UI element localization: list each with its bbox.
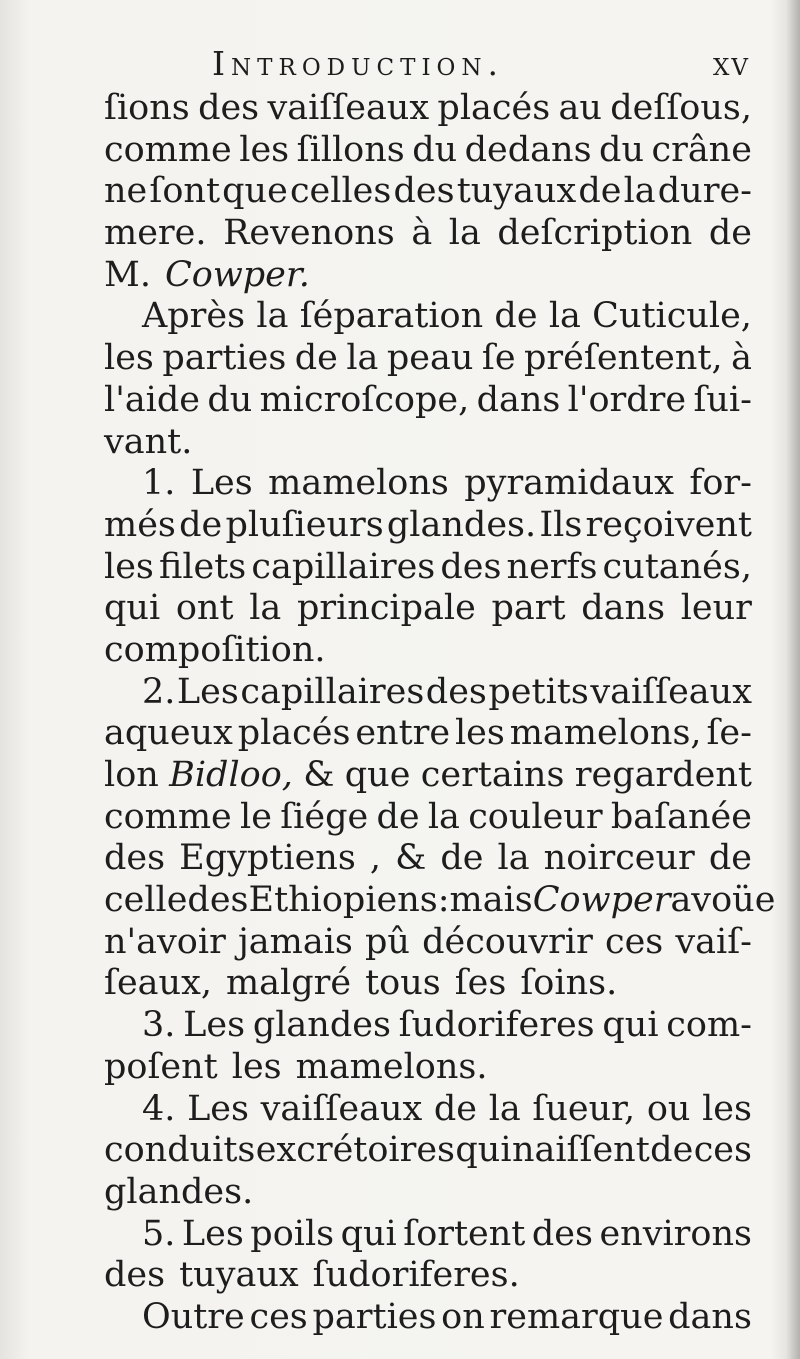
word: poſent	[104, 1046, 218, 1087]
word: les	[104, 338, 154, 379]
word: mamelons,	[509, 713, 702, 754]
word: Ils	[539, 504, 583, 545]
word: Après	[142, 296, 246, 337]
word: ſe-	[706, 713, 752, 754]
word: on	[441, 1296, 485, 1337]
word: de	[294, 338, 338, 379]
word: les	[231, 1046, 282, 1087]
word: Les	[181, 1213, 244, 1254]
word: ces	[693, 1130, 752, 1171]
word: Les	[187, 1088, 249, 1129]
word: Outre	[142, 1296, 245, 1337]
word: leur	[680, 588, 752, 629]
word: capillaires	[251, 546, 436, 587]
word: l'aide	[104, 379, 200, 420]
word: ſudoriferes	[398, 1005, 595, 1046]
word: vaiſſeaux	[267, 88, 430, 128]
word: poils	[250, 1213, 335, 1254]
word: Cowper.	[164, 254, 310, 295]
word: mais	[449, 880, 533, 921]
word: des	[104, 838, 166, 879]
word: qui	[104, 588, 161, 629]
word: Egyptiens	[179, 838, 356, 879]
word: ne	[104, 171, 148, 212]
word: environs	[599, 1213, 752, 1254]
word: comme	[104, 129, 232, 170]
text-line	[104, 797, 752, 839]
word: ſes	[454, 963, 507, 1004]
word: de	[650, 1130, 694, 1171]
body-text	[104, 88, 776, 1339]
word: pyramidaux	[464, 463, 674, 504]
word: des	[198, 88, 260, 128]
word: tuyaux	[179, 1255, 299, 1296]
word: aqueux	[104, 713, 233, 754]
word: du	[599, 129, 644, 170]
text-line	[104, 130, 752, 172]
text-line	[104, 1297, 752, 1339]
word: jamais	[237, 921, 353, 962]
word: ſueur,	[532, 1088, 636, 1129]
running-header	[100, 44, 750, 92]
word: Les	[190, 463, 253, 504]
word: dans	[476, 379, 561, 420]
word: l'ordre	[567, 379, 687, 420]
word: 2.	[142, 671, 176, 712]
word: filets	[158, 546, 247, 587]
text-line	[104, 171, 752, 213]
word: des	[440, 546, 502, 587]
word: mamelons.	[295, 1046, 488, 1087]
text-line	[104, 505, 752, 547]
word: ſont	[149, 171, 221, 212]
word: des	[393, 171, 455, 212]
word: &	[303, 755, 335, 795]
word: de	[494, 296, 538, 337]
word: les	[239, 129, 290, 170]
word: des	[187, 880, 249, 921]
word: n'avoir	[104, 921, 226, 962]
word: 4.	[142, 1088, 176, 1129]
word: au	[558, 88, 602, 128]
word: compoſition.	[104, 629, 326, 670]
word: du	[412, 129, 458, 170]
text-line	[104, 422, 752, 464]
text-line	[104, 963, 752, 1005]
word: celle	[104, 880, 188, 921]
word: ſillons	[296, 129, 405, 170]
word: remarque	[489, 1296, 664, 1337]
running-title: Introduction.	[212, 44, 504, 83]
word: ces	[604, 921, 664, 962]
text-line	[104, 380, 752, 422]
word: ſoins.	[520, 963, 618, 1004]
word: Les	[176, 671, 239, 712]
word: la	[346, 338, 379, 379]
word: Bidloo,	[169, 755, 293, 795]
word: ſéparation	[299, 296, 484, 337]
word: &	[395, 838, 427, 879]
word: dans	[581, 588, 666, 629]
word: tous	[365, 963, 441, 1004]
word: ſiége	[280, 796, 369, 837]
word: de	[179, 504, 223, 545]
text-line	[104, 213, 752, 255]
word: les	[702, 1088, 752, 1129]
text-line	[104, 255, 752, 297]
word: microſcope,	[259, 379, 470, 420]
word: les	[104, 546, 154, 587]
word: qui	[455, 1130, 512, 1171]
text-line	[104, 755, 752, 797]
word: conduits	[104, 1130, 256, 1171]
word: ſeaux,	[104, 963, 212, 1004]
word: nerfs	[506, 546, 598, 587]
word: pluſieurs	[225, 504, 384, 545]
word: que	[222, 171, 288, 212]
word: avoüe	[670, 880, 776, 921]
text-line	[104, 1089, 752, 1131]
text-line	[104, 463, 752, 505]
word: ont	[175, 588, 234, 629]
word: de	[440, 838, 484, 879]
word: ſe	[481, 338, 516, 379]
word: des	[531, 1213, 593, 1254]
word: des	[104, 1255, 166, 1296]
word: 5.	[142, 1213, 176, 1254]
text-line	[104, 296, 752, 338]
word: ſui-	[693, 379, 752, 420]
text-line	[104, 1130, 752, 1172]
text-line	[104, 1005, 752, 1047]
word: les	[454, 713, 505, 754]
word: parties	[162, 338, 287, 379]
word: pû	[365, 921, 410, 962]
word: Cowper	[532, 880, 671, 921]
word: qui	[340, 1213, 397, 1254]
word: vaiſ-	[675, 921, 752, 962]
word: vaiſſeaux	[590, 671, 752, 712]
text-line	[104, 922, 752, 964]
word: placés	[437, 88, 551, 128]
word: cutanés,	[602, 546, 752, 587]
word: couleur	[468, 796, 603, 837]
word: crâne	[651, 129, 752, 170]
text-line	[104, 880, 776, 922]
text-line	[104, 838, 752, 880]
word: més	[104, 504, 176, 545]
word: M.	[104, 254, 151, 295]
word: malgré	[225, 963, 352, 1004]
word: 3.	[142, 1005, 176, 1046]
word: de	[578, 171, 622, 212]
word: placés	[237, 713, 351, 754]
word: deſſous,	[610, 88, 752, 128]
word: la	[448, 213, 481, 254]
word: excrétoires	[255, 1130, 456, 1171]
word: part	[491, 588, 566, 629]
word: naiſſent	[511, 1130, 650, 1171]
word: glandes	[252, 1005, 391, 1046]
word: ſudoriferes.	[312, 1255, 520, 1296]
word: la	[256, 296, 289, 337]
word: du	[207, 379, 253, 420]
word: vaiſſeaux	[260, 1088, 423, 1129]
word: à	[731, 338, 752, 379]
word: com-	[666, 1005, 752, 1046]
word: préſentent,	[524, 338, 723, 379]
word: ces	[249, 1296, 308, 1337]
word: à	[411, 213, 433, 254]
word: ſortent	[403, 1213, 526, 1254]
word: principale	[296, 588, 476, 629]
word: Ethiopiens:	[248, 880, 450, 921]
word: certains	[420, 755, 565, 795]
word: que	[344, 755, 411, 795]
text-line	[104, 88, 752, 130]
text-line	[104, 1214, 752, 1256]
word: Cuticule,	[592, 296, 752, 337]
text-line	[104, 1172, 752, 1214]
word: de	[708, 213, 752, 254]
word: de	[708, 838, 752, 879]
word: Les	[183, 1005, 246, 1046]
word: peau	[386, 338, 474, 379]
word: petits	[488, 671, 589, 712]
text-line	[104, 547, 752, 589]
word: vant.	[104, 421, 193, 462]
word: lon	[104, 755, 159, 795]
word: reçoivent	[585, 504, 752, 545]
word: glandes.	[386, 504, 537, 545]
word: découvrir	[422, 921, 593, 962]
word: comme	[104, 796, 232, 837]
word: dans	[668, 1296, 752, 1337]
word: mamelons	[268, 463, 449, 504]
word: deſcription	[497, 213, 693, 254]
word: regardent	[574, 755, 752, 795]
word: dure-	[657, 171, 752, 212]
word: la	[488, 1088, 521, 1129]
word: noirceur	[543, 838, 695, 879]
word: ou	[646, 1088, 691, 1129]
text-line	[104, 630, 752, 672]
word: baſanée	[610, 796, 752, 837]
word: glandes.	[104, 1171, 254, 1212]
word: la	[427, 796, 460, 837]
word: des	[425, 671, 487, 712]
text-line	[104, 1255, 752, 1297]
word: dedans	[464, 129, 592, 170]
word: de	[433, 1088, 478, 1129]
word: 1.	[142, 463, 176, 504]
word: entre	[355, 713, 451, 754]
word: la	[623, 171, 656, 212]
word: la	[548, 296, 581, 337]
word: mere.	[104, 213, 207, 254]
text-line	[104, 1047, 752, 1089]
word: de	[376, 796, 420, 837]
word: for-	[689, 463, 752, 504]
text-line	[104, 672, 752, 714]
word: tuyaux	[456, 171, 577, 212]
text-line	[104, 338, 752, 380]
text-line	[104, 713, 752, 755]
word: la	[497, 838, 530, 879]
word: Revenons	[223, 213, 395, 254]
word: celles	[289, 171, 392, 212]
word: capillaires	[240, 671, 425, 712]
word: qui	[602, 1005, 659, 1046]
word: parties	[312, 1296, 437, 1337]
text-line	[104, 588, 752, 630]
word: le	[240, 796, 272, 837]
word: la	[249, 588, 282, 629]
page-edge-shadow	[786, 0, 800, 1359]
page-number: xv	[713, 44, 750, 83]
word: ſions	[104, 88, 190, 128]
word: ,	[369, 838, 381, 879]
